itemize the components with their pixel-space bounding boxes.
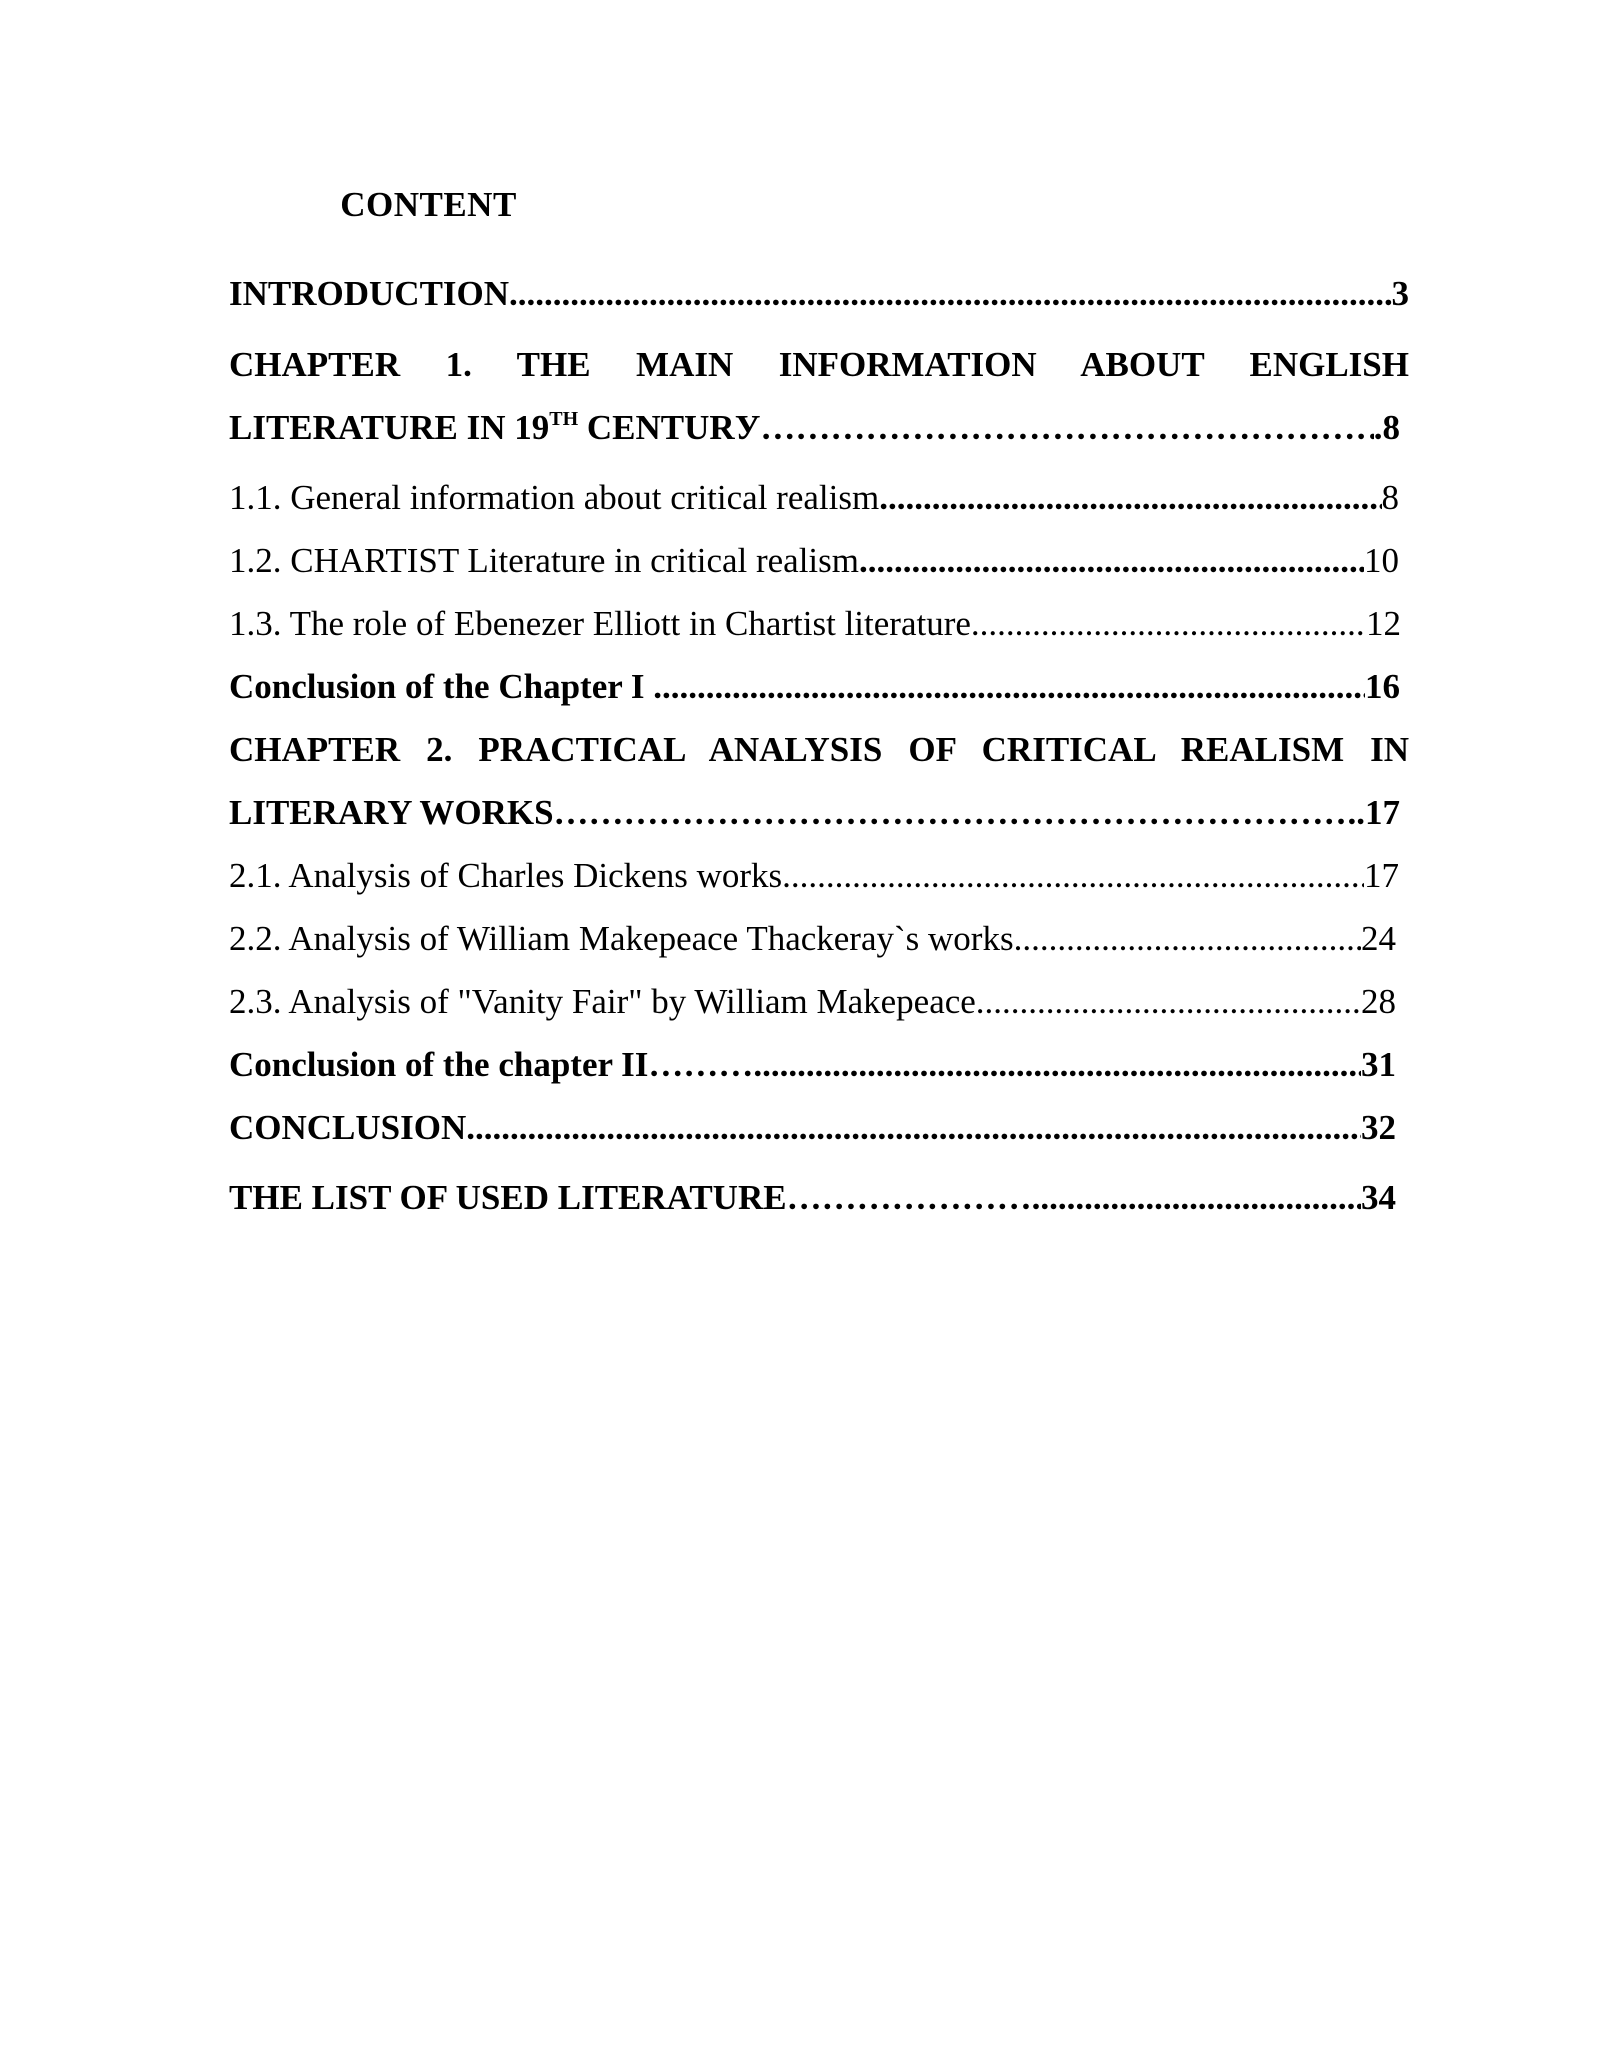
entry-label: 1.3. The role of Ebenezer Elliott in Chartist literature bbox=[229, 604, 971, 643]
dot-leader bbox=[1014, 917, 1361, 961]
entry-label: INTRODUCTION bbox=[229, 274, 510, 313]
toc-entry-introduction[interactable] bbox=[229, 272, 1409, 316]
dot-leader bbox=[1032, 1176, 1361, 1220]
page-number: 3 bbox=[1391, 274, 1409, 313]
entry-label: 2.1. Analysis of Charles Dickens works bbox=[229, 856, 783, 895]
dot-leader bbox=[554, 791, 1348, 835]
dot-leader bbox=[976, 980, 1361, 1024]
dot-leader bbox=[466, 1106, 1361, 1150]
toc-entry-section-1-1[interactable] bbox=[229, 476, 1399, 520]
toc-entry-chapter-1-line-2[interactable] bbox=[229, 406, 1400, 450]
page-number: 17 bbox=[1364, 856, 1399, 895]
dot-leader bbox=[879, 476, 1381, 520]
toc-entry-conclusion[interactable] bbox=[229, 1106, 1396, 1150]
entry-label: THE LIST OF USED LITERATURE………………… bbox=[229, 1178, 1032, 1217]
toc-title: CONTENT bbox=[340, 185, 517, 224]
page-number: .8 bbox=[1373, 408, 1400, 447]
page-number: ..17 bbox=[1347, 793, 1400, 832]
entry-label: CHAPTER 1. THE MAIN INFORMATION ABOUT ENGLISH bbox=[229, 345, 1409, 384]
entry-label: Conclusion of the chapter II……… bbox=[229, 1045, 754, 1084]
entry-label: LITERATURE IN 19TH CENTURУ bbox=[229, 408, 761, 447]
toc-entry-chapter-2-line-2[interactable] bbox=[229, 791, 1400, 835]
page-number: 16 bbox=[1365, 667, 1400, 706]
dot-leader bbox=[753, 1043, 1361, 1087]
entry-label: CONCLUSION bbox=[229, 1108, 467, 1147]
toc-entry-section-1-3[interactable] bbox=[229, 602, 1401, 646]
entry-label: LITERARY WORKS bbox=[229, 793, 554, 832]
dot-leader bbox=[782, 854, 1364, 898]
dot-leader bbox=[509, 272, 1391, 316]
page-number: 32 bbox=[1361, 1108, 1396, 1147]
dot-leader bbox=[859, 539, 1364, 583]
toc-entry-conclusion-chapter-1[interactable] bbox=[229, 665, 1400, 709]
toc-entry-chapter-1-line-1[interactable] bbox=[229, 343, 1409, 387]
dot-leader bbox=[760, 406, 1373, 450]
toc-entry-section-1-2[interactable] bbox=[229, 539, 1399, 583]
entry-label: 1.2. CHARTIST Literature in critical realism bbox=[229, 541, 859, 580]
toc-entry-conclusion-chapter-2[interactable] bbox=[229, 1043, 1396, 1087]
page-number: 34 bbox=[1361, 1178, 1396, 1217]
entry-label: 1.1. General information about critical realism bbox=[229, 478, 880, 517]
entry-label: Conclusion of the Chapter I bbox=[229, 667, 654, 706]
toc-entry-chapter-2-line-1[interactable] bbox=[229, 728, 1409, 772]
toc-entry-used-literature[interactable] bbox=[229, 1176, 1396, 1220]
entry-label: 2.3. Analysis of "Vanity Fair" by William Makepeace bbox=[229, 982, 976, 1021]
page-number: 24 bbox=[1361, 919, 1396, 958]
dot-leader bbox=[653, 665, 1365, 709]
toc-entry-section-2-2[interactable] bbox=[229, 917, 1396, 961]
entry-label: CHAPTER 2. PRACTICAL ANALYSIS OF CRITICAL REALISM IN bbox=[229, 730, 1409, 769]
page-number: 31 bbox=[1361, 1045, 1396, 1084]
toc-entry-section-2-1[interactable] bbox=[229, 854, 1399, 898]
page-number: 28 bbox=[1361, 982, 1396, 1021]
superscript-th: TH bbox=[549, 408, 579, 430]
dot-leader bbox=[971, 602, 1366, 646]
toc-entry-section-2-3[interactable] bbox=[229, 980, 1396, 1024]
page-number: 10 bbox=[1364, 541, 1399, 580]
page-number: 12 bbox=[1366, 604, 1401, 643]
entry-label: 2.2. Analysis of William Makepeace Thackeray`s works bbox=[229, 919, 1014, 958]
page-number: 8 bbox=[1381, 478, 1399, 517]
